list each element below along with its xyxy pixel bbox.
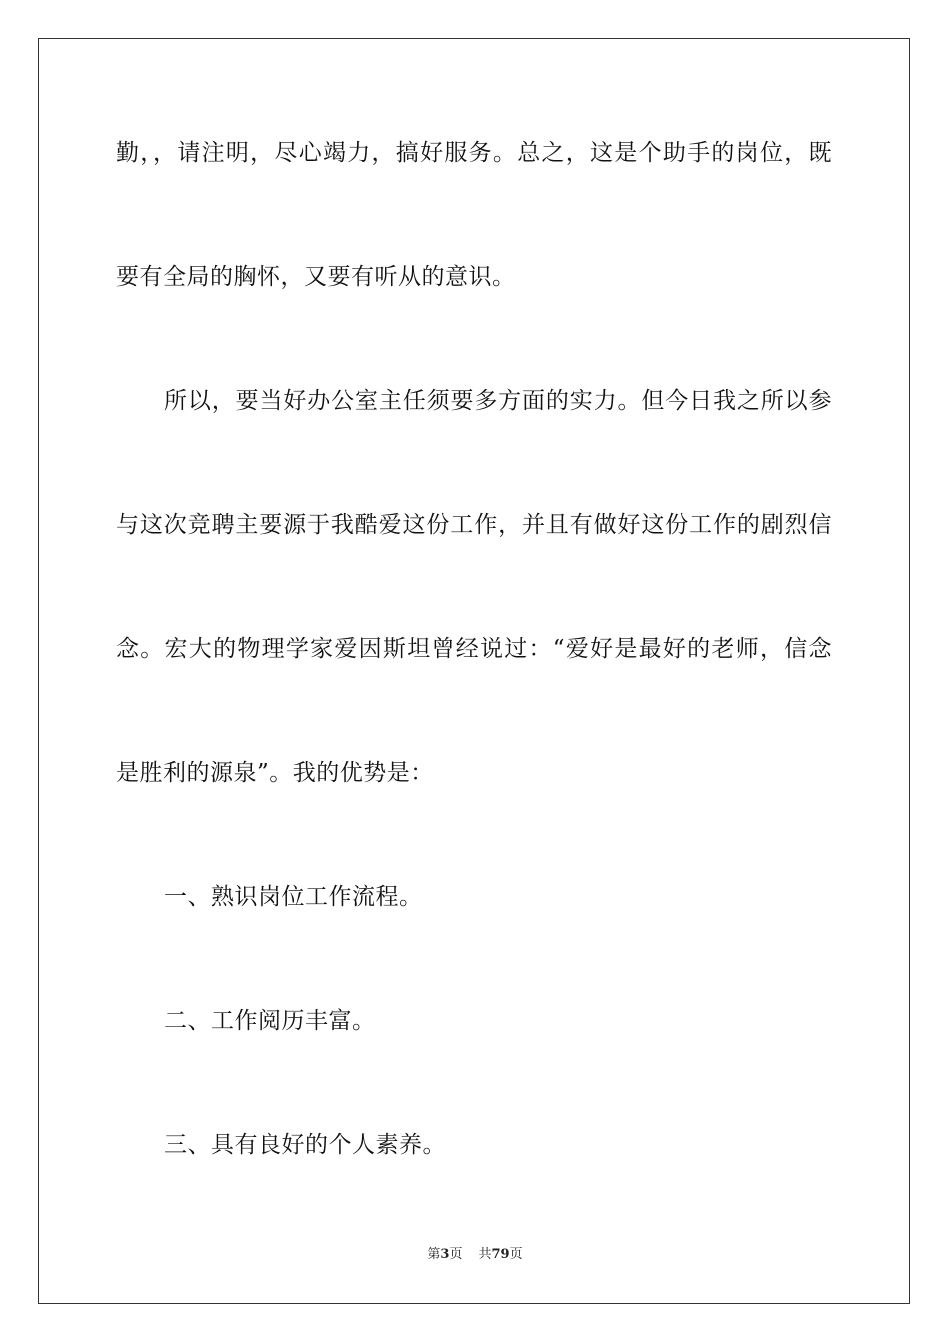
body-line-2: 要有全局的胸怀，又要有听从的意识。 — [116, 264, 516, 290]
page-suffix: 页 — [449, 1247, 463, 1262]
body-line-5: 念。宏大的物理学家爱因斯坦曾经说过：“爱好是最好的老师，信念 — [116, 636, 832, 662]
list-item-2: 二、工作阅历丰富。 — [164, 1008, 376, 1034]
list-item-1: 一、熟识岗位工作流程。 — [164, 884, 423, 910]
body-line-1: 勤，，请注明，尽心竭力，搞好服务。总之，这是个助手的岗位，既 — [116, 140, 832, 166]
page-number: 3 — [440, 1247, 450, 1262]
total-prefix: 共 — [478, 1247, 492, 1262]
page-footer — [0, 1246, 950, 1264]
page-frame — [38, 38, 910, 1304]
total-pages: 79 — [491, 1247, 510, 1262]
page-prefix: 第 — [427, 1247, 441, 1262]
list-item-3: 三、具有良好的个人素养。 — [164, 1132, 446, 1158]
body-line-3: 所以，要当好办公室主任须要多方面的实力。但今日我之所以参 — [164, 388, 832, 414]
body-line-6: 是胜利的源泉”。我的优势是： — [116, 760, 434, 786]
body-line-4: 与这次竞聘主要源于我酷爱这份工作，并且有做好这份工作的剧烈信 — [116, 512, 832, 538]
total-suffix: 页 — [509, 1247, 523, 1262]
